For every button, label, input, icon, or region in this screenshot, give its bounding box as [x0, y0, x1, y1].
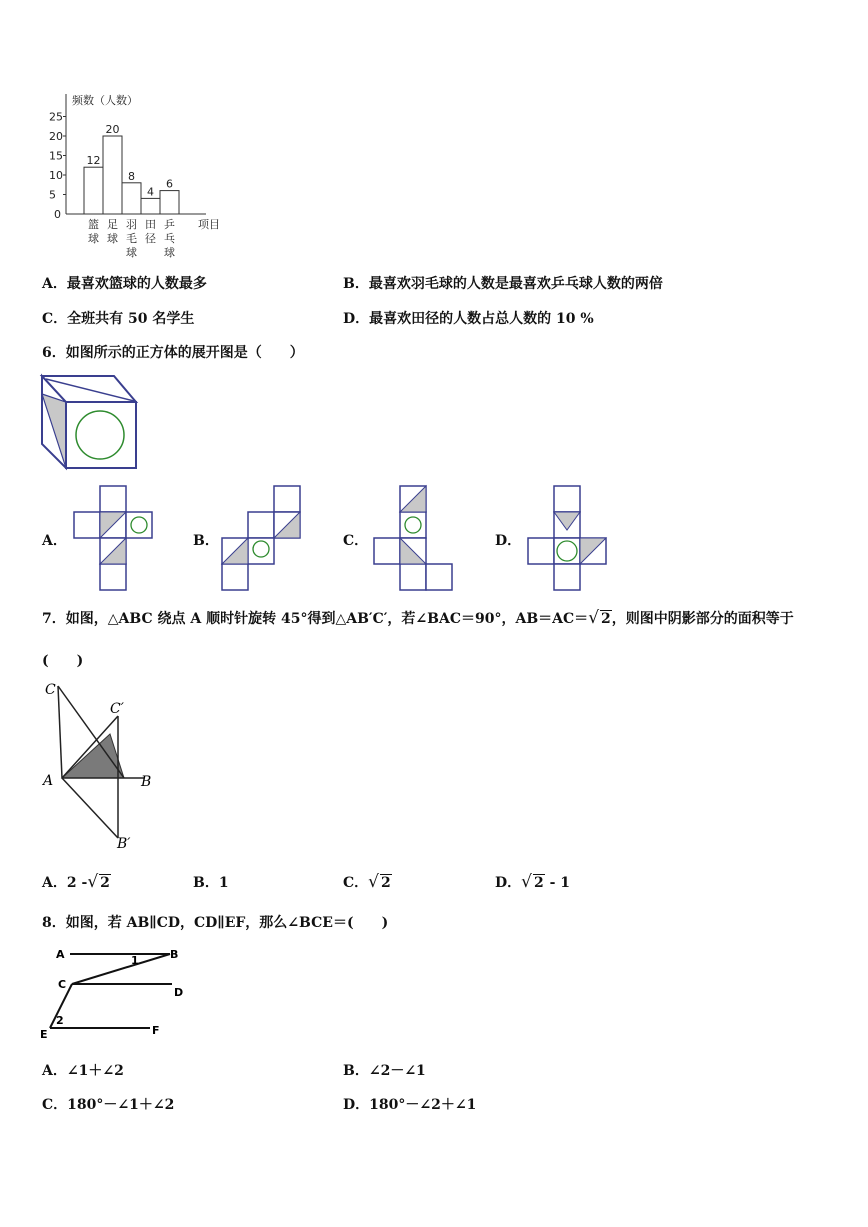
- q6-option-a-label: A．: [42, 533, 67, 549]
- q7-stem-paren: ( ): [42, 653, 84, 669]
- q7-rotation-figure: [40, 676, 170, 856]
- q8-stem: 8．如图，若 AB∥CD，CD∥EF，那么∠BCE＝( ): [42, 915, 389, 931]
- bar: [160, 191, 179, 214]
- label-b: B: [141, 774, 152, 790]
- fig-angle-1: 1: [131, 954, 139, 967]
- q8-option-a: A．∠1＋∠2: [42, 1063, 124, 1079]
- q5-option-c: C．全班共有 50 名学生: [42, 311, 195, 327]
- bar-value-label: 6: [166, 177, 173, 191]
- fig-label-f: F: [152, 1024, 160, 1037]
- q5-option-a: A．最喜欢篮球的人数最多: [42, 276, 207, 292]
- fig-label-c: C: [58, 978, 67, 991]
- fig-label-e: E: [40, 1028, 48, 1041]
- bar-value-label: 4: [147, 185, 154, 199]
- q7-option-c: C．√ 2: [343, 872, 391, 892]
- bar-value-label: 12: [86, 154, 101, 168]
- bar: [84, 167, 103, 214]
- category-label-char: 毛: [126, 232, 137, 245]
- category-label-char: 田: [145, 218, 156, 231]
- x-axis-label: 项目: [198, 218, 220, 231]
- y-tick-label: 25: [49, 110, 63, 124]
- q6-option-b-label: B．: [193, 533, 219, 549]
- q8-option-c: C．180°－∠1＋∠2: [42, 1097, 175, 1113]
- q7-option-d: D．√ 2 - 1: [495, 872, 571, 892]
- y-tick-label: 10: [49, 169, 63, 182]
- q6-stem: 6．如图所示的正方体的展开图是（ ）: [42, 345, 304, 361]
- bar-value-label: 20: [105, 123, 120, 136]
- q5-option-d: D．最喜欢田径的人数占总人数的 10 %: [343, 311, 594, 327]
- q6-net-c: [374, 486, 456, 592]
- label-c: C: [45, 682, 56, 698]
- q6-net-d: [526, 486, 608, 592]
- fig-label-b: B: [170, 948, 179, 961]
- q6-cube-figure: [42, 374, 142, 472]
- bar: [122, 183, 141, 214]
- fig-label-d: D: [174, 986, 184, 999]
- origin-label: 0: [54, 208, 61, 221]
- q7-stem: 7．如图，△ABC 绕点 A 顺时针旋转 45°得到△AB′C′，若∠BAC＝90°，AB＝AC＝√ 2，则图中阴影部分的面积等于: [42, 608, 794, 628]
- category-label-char: 球: [88, 232, 99, 245]
- category-label-char: 足: [107, 218, 118, 231]
- bar-chart: [40, 88, 240, 268]
- category-label-char: 乓: [164, 232, 175, 245]
- fig-label-a: A: [56, 948, 65, 961]
- label-a: A: [43, 773, 54, 789]
- q8-option-b: B．∠2－∠1: [343, 1063, 426, 1079]
- bar-value-label: 8: [128, 169, 135, 183]
- q6-net-b: [222, 486, 304, 592]
- bar: [141, 198, 160, 214]
- y-tick-label: 15: [49, 149, 63, 163]
- q5-option-b: B．最喜欢羽毛球的人数是最喜欢乒乓球人数的两倍: [343, 276, 663, 292]
- category-label-char: 球: [107, 232, 118, 245]
- y-tick-label: 20: [49, 130, 63, 143]
- label-b-prime: B′: [117, 836, 131, 852]
- category-label-char: 球: [126, 246, 137, 259]
- category-label-char: 篮: [88, 218, 99, 231]
- label-c-prime: C′: [110, 701, 124, 717]
- category-label-char: 球: [164, 246, 175, 259]
- q7-option-a: A．2 -√ 2: [42, 872, 110, 892]
- q8-parallel-figure: [40, 942, 200, 1042]
- sqrt-symbol: √ 2: [588, 608, 611, 628]
- category-label-char: 羽: [126, 218, 137, 231]
- q7-option-b: B．1: [193, 875, 229, 891]
- fig-angle-2: 2: [56, 1014, 64, 1027]
- y-axis-label: 频数（人数）: [72, 94, 138, 107]
- q8-option-d: D．180°－∠2＋∠1: [343, 1097, 477, 1113]
- q6-option-d-label: D．: [495, 533, 522, 549]
- bar: [103, 136, 122, 214]
- y-tick-label: 5: [49, 188, 56, 202]
- category-label-char: 乒: [164, 218, 175, 231]
- q6-net-a: [72, 486, 154, 592]
- q6-option-c-label: C．: [343, 533, 369, 549]
- category-label-char: 径: [145, 232, 156, 245]
